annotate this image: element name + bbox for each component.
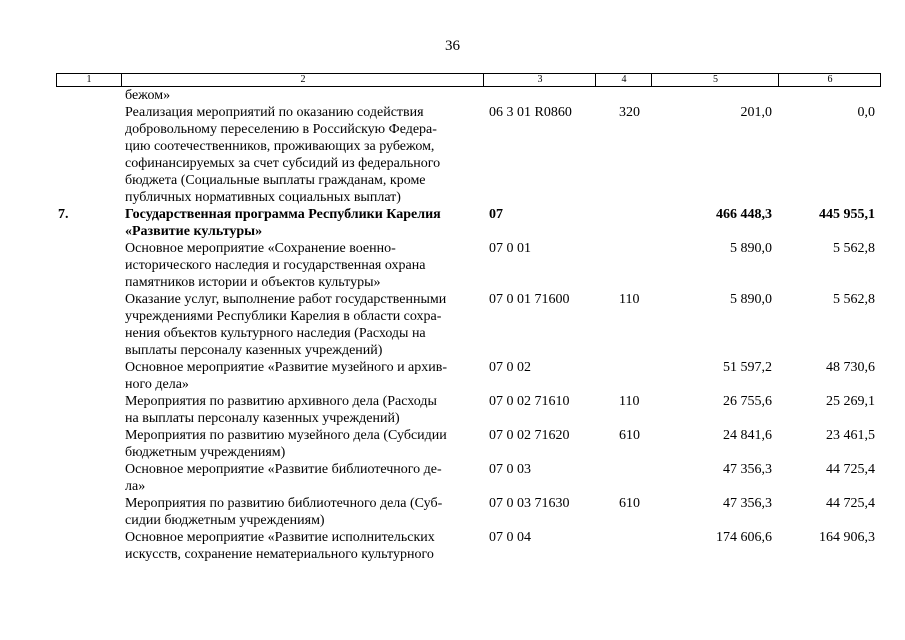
table-row (0, 393, 905, 427)
description-line: учреждениями Республики Карелия в области сохра- (125, 309, 442, 324)
row-description (125, 206, 479, 240)
header-col-1: 1 (86, 74, 92, 85)
row-code: 07 0 02 71610 (489, 394, 570, 409)
description-line: нения объектов культурного наследия (Расходы на (125, 326, 426, 341)
row-value-2: 0,0 (857, 105, 875, 120)
description-line: цию соотечественников, проживающих за рубежом, (125, 139, 435, 154)
row-code: 07 0 04 (489, 530, 531, 545)
description-line: «Развитие культуры» (125, 224, 263, 239)
row-description (125, 104, 479, 206)
table-row (0, 427, 905, 461)
row-description (125, 240, 479, 291)
description-line: исторического наследия и государственная охрана (125, 258, 426, 273)
table-header (56, 73, 881, 87)
row-value-2: 5 562,8 (833, 241, 875, 256)
table-row (0, 495, 905, 529)
row-description (125, 461, 479, 495)
row-code: 07 0 03 71630 (489, 496, 570, 511)
table-row (0, 240, 905, 291)
table-row (0, 461, 905, 495)
description-line: бюджетным учреждениям) (125, 445, 286, 460)
row-expense-type: 110 (619, 394, 640, 409)
description-line: памятников истории и объектов культуры» (125, 275, 381, 290)
header-col-3: 3 (483, 74, 596, 86)
description-line: публичных нормативных социальных выплат) (125, 190, 401, 205)
description-line: ного дела» (125, 377, 189, 392)
description-line: Мероприятия по развитию библиотечного дела (Суб- (125, 496, 443, 511)
description-line: ла» (125, 479, 146, 494)
row-value-2: 23 461,5 (826, 428, 875, 443)
row-expense-type: 110 (619, 292, 640, 307)
row-value-2: 25 269,1 (826, 394, 875, 409)
description-line: Основное мероприятие «Развитие исполнительских (125, 530, 435, 545)
row-description (125, 495, 479, 529)
row-value-1: 24 841,6 (723, 428, 772, 443)
page-number: 36 (445, 38, 460, 54)
row-code: 07 (489, 207, 503, 222)
row-expense-type: 610 (619, 496, 640, 511)
row-value-1: 47 356,3 (723, 496, 772, 511)
table-body (0, 87, 905, 563)
row-code: 06 3 01 R0860 (489, 105, 572, 120)
row-expense-type: 320 (619, 105, 640, 120)
description-line: Мероприятия по развитию архивного дела (Расходы (125, 394, 437, 409)
row-value-1: 174 606,6 (716, 530, 772, 545)
description-line: Оказание услуг, выполнение работ государственными (125, 292, 447, 307)
row-value-1: 47 356,3 (723, 462, 772, 477)
table-row (0, 291, 905, 359)
row-value-1: 201,0 (740, 105, 772, 120)
header-col-4: 4 (595, 74, 652, 86)
header-col-6: 6 (778, 74, 881, 86)
row-value-1: 26 755,6 (723, 394, 772, 409)
row-value-1: 5 890,0 (730, 241, 772, 256)
description-line: Мероприятия по развитию музейного дела (Субсидии (125, 428, 447, 443)
row-code: 07 0 03 (489, 462, 531, 477)
table-row (0, 87, 905, 104)
table-row (0, 206, 905, 240)
row-value-2: 48 730,6 (826, 360, 875, 375)
row-code: 07 0 02 71620 (489, 428, 570, 443)
description-line: Государственная программа Республики Карелия (125, 207, 441, 222)
header-col-5: 5 (651, 74, 779, 86)
description-line: софинансируемых за счет субсидий из федерального (125, 156, 441, 171)
row-expense-type: 610 (619, 428, 640, 443)
row-code: 07 0 01 (489, 241, 531, 256)
table-row (0, 529, 905, 563)
description-line: выплаты персоналу казенных учреждений) (125, 343, 383, 358)
row-value-2: 44 725,4 (826, 496, 875, 511)
header-col-2: 2 (121, 74, 484, 86)
description-line: сидии бюджетным учреждениям) (125, 513, 325, 528)
row-value-2: 44 725,4 (826, 462, 875, 477)
table-row (0, 104, 905, 206)
row-description (125, 87, 479, 104)
row-value-1: 51 597,2 (723, 360, 772, 375)
row-description (125, 427, 479, 461)
description-line: бюджета (Социальные выплаты гражданам, кроме (125, 173, 426, 188)
row-value-2: 164 906,3 (819, 530, 875, 545)
description-line: Основное мероприятие «Развитие библиотечного де- (125, 462, 442, 477)
description-line: на выплаты персоналу казенных учреждений) (125, 411, 400, 426)
description-line: Реализация мероприятий по оказанию содействия (125, 105, 424, 120)
row-description (125, 529, 479, 563)
row-value-2: 445 955,1 (819, 207, 875, 222)
description-line: добровольному переселению в Российскую Федера- (125, 122, 437, 137)
row-code: 07 0 01 71600 (489, 292, 570, 307)
row-value-1: 5 890,0 (730, 292, 772, 307)
row-value-1: 466 448,3 (716, 207, 772, 222)
description-line: искусств, сохранение нематериального культурного (125, 547, 434, 562)
row-value-2: 5 562,8 (833, 292, 875, 307)
row-code: 07 0 02 (489, 360, 531, 375)
description-line: Основное мероприятие «Сохранение военно- (125, 241, 396, 256)
row-description (125, 291, 479, 359)
row-description (125, 359, 479, 393)
row-description (125, 393, 479, 427)
description-line: Основное мероприятие «Развитие музейного и архив- (125, 360, 448, 375)
description-line: бежом» (125, 88, 171, 103)
table-row (0, 359, 905, 393)
row-number: 7. (58, 207, 69, 222)
